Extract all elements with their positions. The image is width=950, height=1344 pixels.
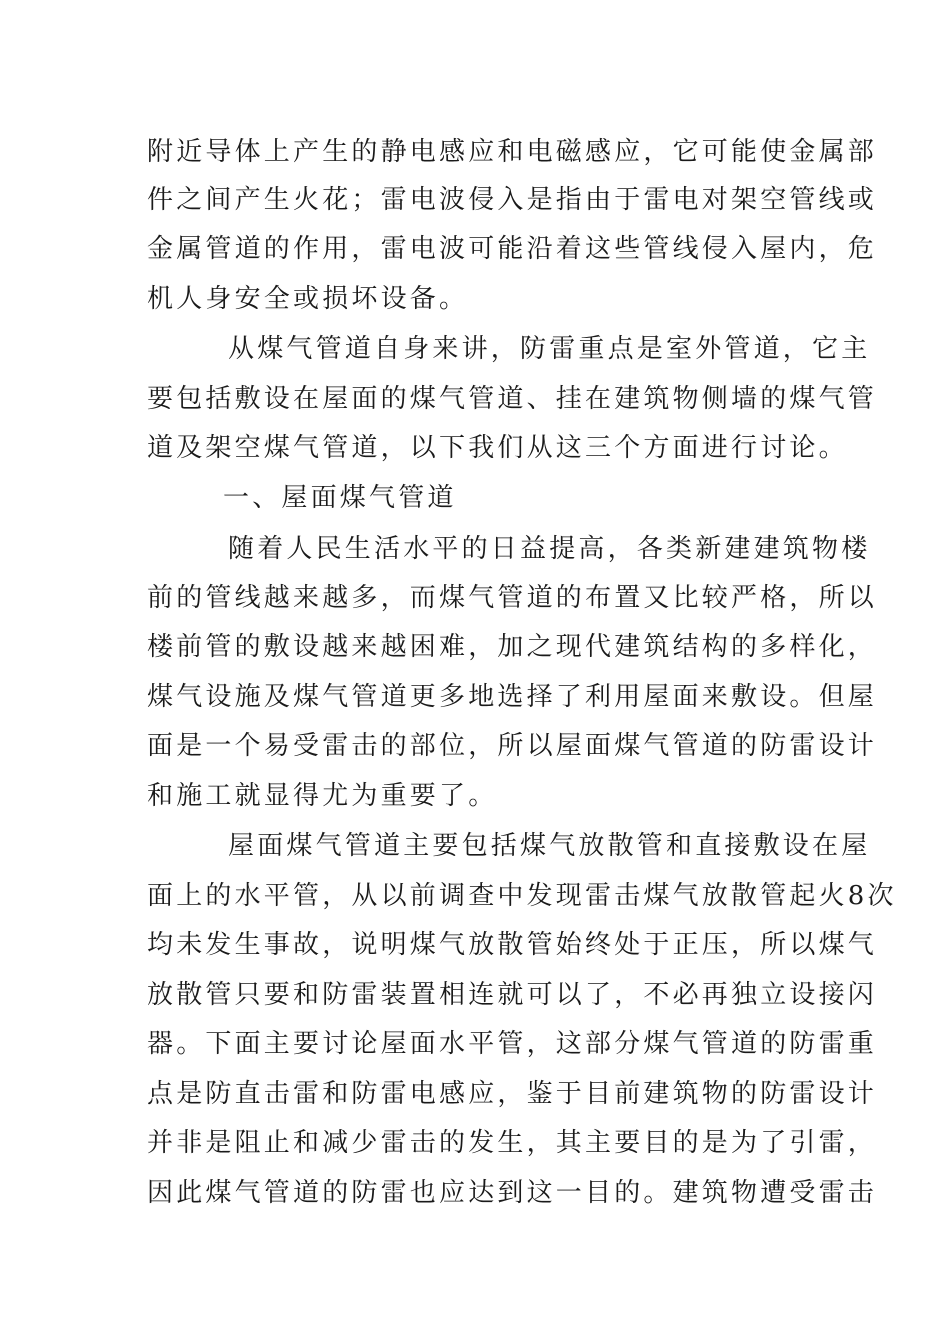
text-line: 随着人民生活水平的日益提高，各类新建建筑物楼 (228, 534, 871, 564)
text-line: 楼前管的敷设越来越困难，加之现代建筑结构的多样化， (147, 632, 878, 662)
text-line: 附近导体上产生的静电感应和电磁感应，它可能使金属部 (147, 137, 878, 167)
text-line: 面上的水平管，从以前调查中发现雷击煤气放散管起火8次 (147, 881, 897, 911)
text-line: 均未发生事故，说明煤气放散管始终处于正压，所以煤气 (147, 930, 878, 960)
text-line: 屋面煤气管道主要包括煤气放散管和直接敷设在屋 (228, 831, 871, 861)
text-line: 金属管道的作用，雷电波可能沿着这些管线侵入屋内，危 (147, 234, 878, 264)
section-heading: 一、屋面煤气管道 (223, 483, 457, 513)
text-line: 件之间产生火花；雷电波侵入是指由于雷电对架空管线或 (147, 185, 878, 215)
text-line: 器。下面主要讨论屋面水平管，这部分煤气管道的防雷重 (147, 1029, 878, 1059)
text-line: 前的管线越来越多，而煤气管道的布置又比较严格，所以 (147, 583, 878, 613)
text-line: 放散管只要和防雷装置相连就可以了，不必再独立设接闪 (147, 980, 878, 1010)
text-line: 煤气设施及煤气管道更多地选择了利用屋面来敷设。但屋 (147, 682, 878, 712)
text-line: 道及架空煤气管道，以下我们从这三个方面进行讨论。 (147, 433, 848, 463)
text-line: 和施工就显得尤为重要了。 (147, 781, 498, 811)
text-line: 要包括敷设在屋面的煤气管道、挂在建筑物侧墙的煤气管 (147, 384, 878, 414)
text-line: 并非是阻止和减少雷击的发生，其主要目的是为了引雷， (147, 1128, 878, 1158)
text-line: 从煤气管道自身来讲，防雷重点是室外管道，它主 (228, 334, 871, 364)
text-line: 机人身安全或损坏设备。 (147, 284, 469, 314)
text-line: 因此煤气管道的防雷也应达到这一目的。建筑物遭受雷击 (147, 1178, 878, 1208)
text-line: 点是防直击雷和防雷电感应，鉴于目前建筑物的防雷设计 (147, 1079, 878, 1109)
text-line: 面是一个易受雷击的部位，所以屋面煤气管道的防雷设计 (147, 731, 878, 761)
